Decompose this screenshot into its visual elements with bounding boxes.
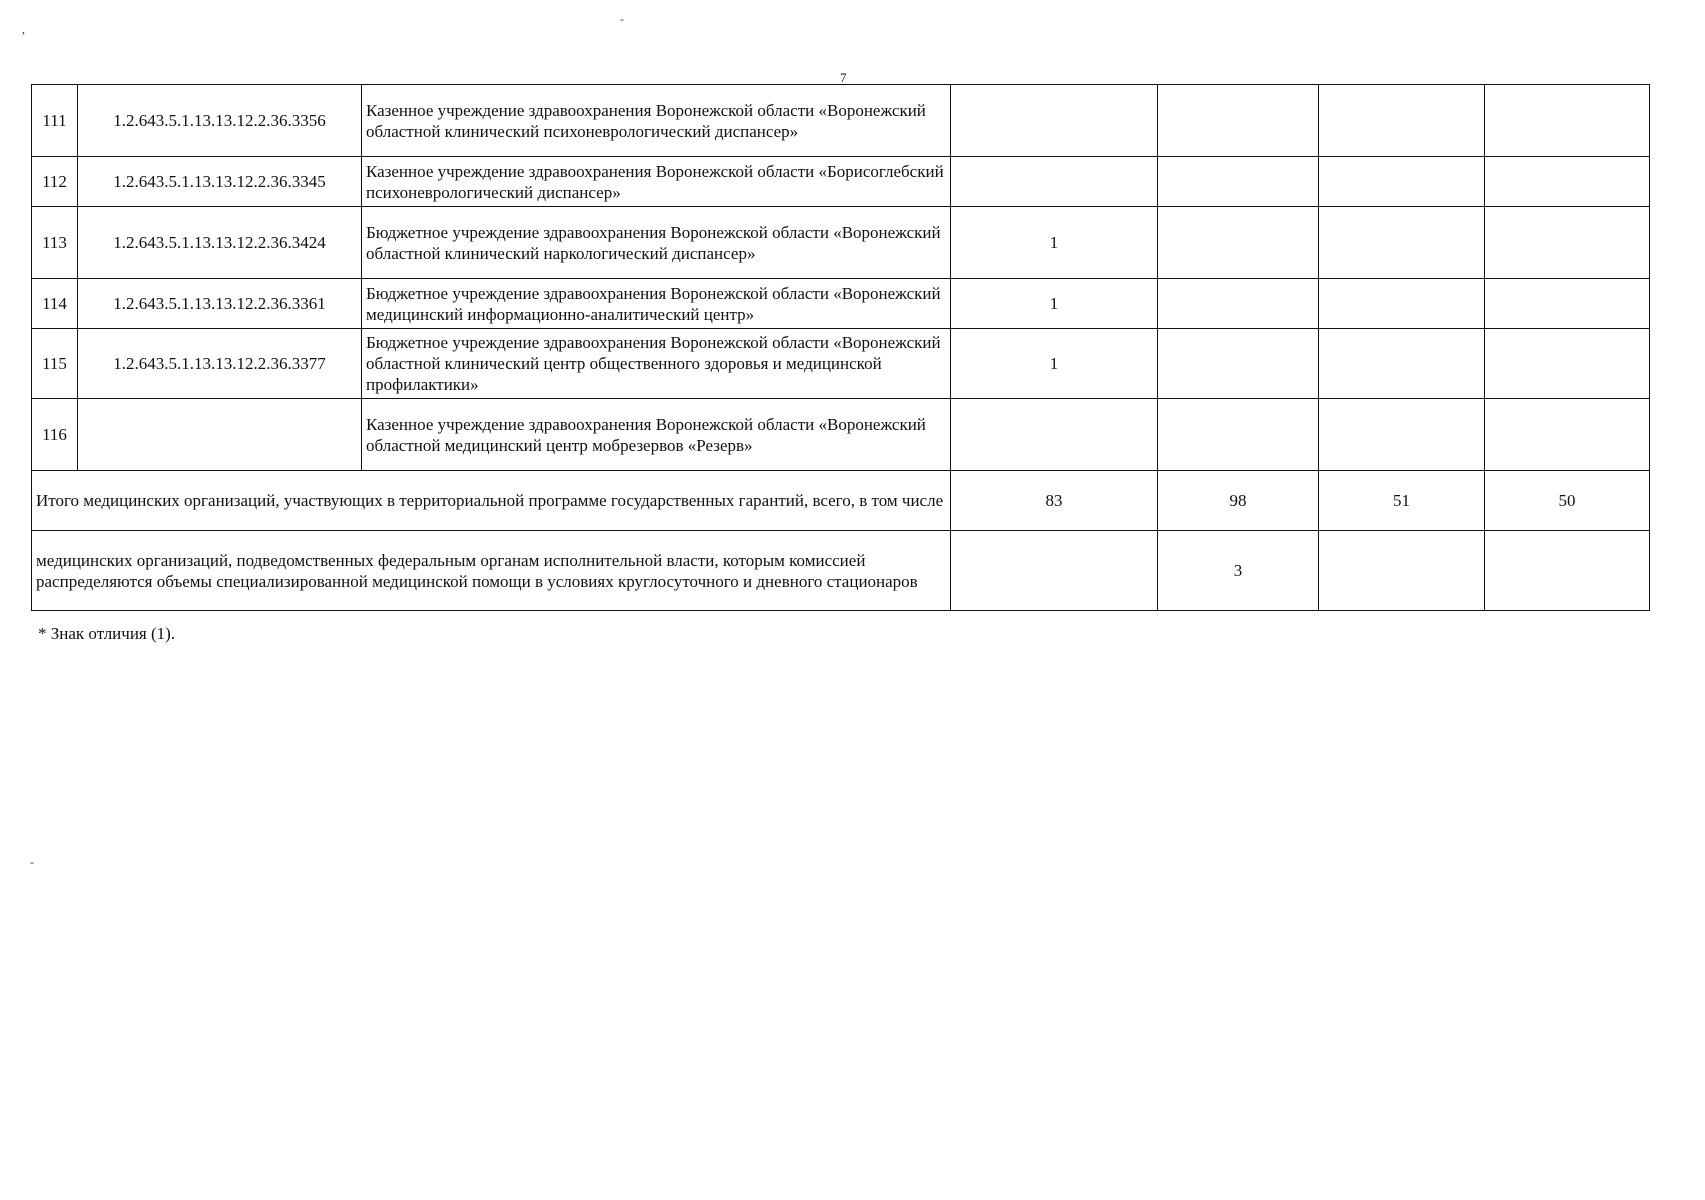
row-value-2 [1158,329,1319,399]
row-value-2 [1158,157,1319,207]
row-value-3 [1319,399,1485,471]
row-oid: 1.2.643.5.1.13.13.12.2.36.3424 [78,207,362,279]
table-row [32,279,1650,329]
row-number: 112 [32,157,78,207]
row-organization-name: Казенное учреждение здравоохранения Воронежской области «Борисоглебский психоневрологический диспансер» [362,157,951,207]
row-value-2 [1158,399,1319,471]
row-value-1: 1 [951,207,1158,279]
row-organization-name: Бюджетное учреждение здравоохранения Воронежской области «Воронежский областной клинический центр общественного здоровья и медицинской профилактики» [362,329,951,399]
scan-speck: - [620,12,624,26]
row-number: 113 [32,207,78,279]
row-value-1 [951,157,1158,207]
row-oid: 1.2.643.5.1.13.13.12.2.36.3377 [78,329,362,399]
row-organization-name: Казенное учреждение здравоохранения Воронежской области «Воронежский областной клинический психоневрологический диспансер» [362,85,951,157]
federal-row [32,531,1650,611]
row-value-3 [1319,157,1485,207]
row-oid [78,399,362,471]
row-value-1 [951,399,1158,471]
row-value-1: 1 [951,329,1158,399]
federal-value-1 [951,531,1158,611]
row-value-1 [951,85,1158,157]
row-value-3 [1319,207,1485,279]
row-number: 115 [32,329,78,399]
table-row [32,329,1650,399]
row-value-4 [1485,207,1650,279]
table-row [32,399,1650,471]
federal-value-4 [1485,531,1650,611]
row-value-3 [1319,279,1485,329]
total-label: Итого медицинских организаций, участвующих в территориальной программе государственных гарантий, всего, в том числе [32,471,951,531]
row-value-1: 1 [951,279,1158,329]
table-row [32,157,1650,207]
row-value-2 [1158,207,1319,279]
page-number: 7 [840,70,847,85]
row-value-3 [1319,85,1485,157]
table-row [32,207,1650,279]
row-oid: 1.2.643.5.1.13.13.12.2.36.3361 [78,279,362,329]
row-value-4 [1485,329,1650,399]
row-value-4 [1485,85,1650,157]
scan-speck: - [30,855,34,869]
row-number: 114 [32,279,78,329]
total-value-1: 83 [951,471,1158,531]
row-value-3 [1319,329,1485,399]
table-row [32,85,1650,157]
row-number: 111 [32,85,78,157]
row-organization-name: Казенное учреждение здравоохранения Воронежской области «Воронежский областной медицинский центр мобрезервов «Резерв» [362,399,951,471]
total-value-4: 50 [1485,471,1650,531]
total-value-2: 98 [1158,471,1319,531]
row-oid: 1.2.643.5.1.13.13.12.2.36.3356 [78,85,362,157]
federal-value-3 [1319,531,1485,611]
row-value-4 [1485,279,1650,329]
row-number: 116 [32,399,78,471]
row-oid: 1.2.643.5.1.13.13.12.2.36.3345 [78,157,362,207]
row-organization-name: Бюджетное учреждение здравоохранения Воронежской области «Воронежский медицинский информационно-аналитический центр» [362,279,951,329]
scan-speck: , [22,22,25,36]
total-row [32,471,1650,531]
federal-value-2: 3 [1158,531,1319,611]
footnote: * Знак отличия (1). [38,624,176,643]
row-value-4 [1485,157,1650,207]
organizations-table [31,84,1650,611]
row-value-4 [1485,399,1650,471]
row-value-2 [1158,279,1319,329]
row-value-2 [1158,85,1319,157]
row-organization-name: Бюджетное учреждение здравоохранения Воронежской области «Воронежский областной клинический наркологический диспансер» [362,207,951,279]
federal-label: медицинских организаций, подведомственных федеральным органам исполнительной власти, которым комиссией распределяются объемы специализированной медицинской помощи в условиях круглосуточного и дневного стационаров [32,531,951,611]
total-value-3: 51 [1319,471,1485,531]
